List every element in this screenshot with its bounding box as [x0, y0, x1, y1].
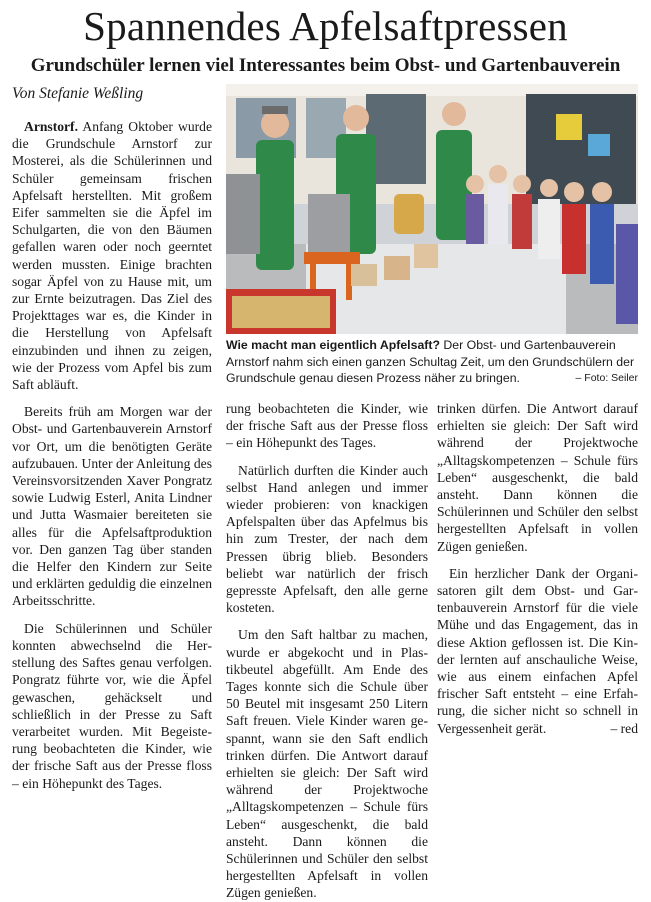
article-column-2: [226, 400, 428, 901]
paragraph-1-text: Anfang Oktober wurde die Grundschule Arnstorf zur Mosterei, als die Schülerinnen und Schüler gemeinsam frischen Apfelsaft herstellten. Mit großem Eifer sammelten sie die Äpfel im Schulgarten, die von den Bäumen gefallen waren oder noch geerntet werden mussten. Einige brachten sogar Äpfel von zu Hause mit, um zur Ernte beizutragen. Das Ziel des Projekttages war es, die Kinder in die Herstellung von Apfelsaft einzubinden und ihnen zu zeigen, wie der Prozess vom Apfel bis zum Saft abläuft.: [12, 119, 212, 393]
article-photo: [226, 84, 638, 334]
article-column-3: [437, 400, 638, 737]
paragraph-5-continued: trinken dürfen. Die Antwort darauf erhielten sie gleich: Der Saft wird während der Projektwoche „Alltagskompetenzen – Schule fürs Leben“ ausgeschenkt, die bald ansteht. Dann können die Schülerinnen und Schüler den selbst hergestellten Apfelsaft in vollen Zügen genießen.: [437, 401, 638, 554]
headline: Spannendes Apfelsaftpressen: [83, 3, 568, 49]
subheadline: Grundschüler lernen viel Interessantes beim Obst- und Gartenbauverein: [30, 55, 621, 76]
paragraph-3-continued: rung beobachteten die Kinder, wie der frische Saft aus der Presse floss – ein Höhepunkt des Tages.: [226, 401, 428, 451]
caption-text: Der Obst- und Gartenbauverein Arnstorf nahm sich einen ganzen Schultag Zeit, um den Grundschülern der Grundschule genau diesen Prozess näher zu bringen.: [226, 338, 635, 385]
caption-title: Wie macht man eigentlich Apfelsaft?: [226, 338, 440, 352]
article-column-1: [12, 118, 212, 791]
photo-credit: – Foto: Seiler: [575, 372, 638, 384]
paragraph-3: Die Schülerinnen und Schüler konnten abwechselnd die Herstellung des Saftes genau verfolgen. Pongratz führte vor, wie die Äpfel gewaschen, gehäckselt und schließlich in der Presse zu Saft verarbeitet wurden. Mit Begeisterung beobachteten die Kinder, wie der frische Saft aus der Presse floss – ein Höhepunkt des Tages.: [12, 620, 212, 791]
paragraph-1: [12, 118, 212, 393]
paragraph-6: [437, 565, 638, 737]
paragraph-4: Natürlich durften die Kinder auch selbst Hand anlegen und immer wieder probieren: von knackigen Apfelspalten über das Apfelmus bis hin zum Trester, der nach dem Pressen übrig blieb. Besonders beliebt war natürlich der frisch gepresste Apfelsaft, den alle gerne kosteten.: [226, 462, 428, 616]
signature: – red: [610, 720, 638, 736]
photo-caption: [226, 337, 638, 387]
paragraph-6-text: Ein herzlicher Dank der Organisatoren gilt dem Obst- und Gartenbauverein Arnstorf für die viele Mühe und das Engagement, das in diese Aktion geflossen ist. Die Kinder lernten auf anschauliche Weise, wie aus einem einfachen Apfel frischer Saft entsteht – eine Erfahrung, die sicher nicht so schnell in Vergessenheit gerät.: [437, 565, 638, 736]
byline: Von Stefanie Weßling: [12, 85, 144, 102]
dateline: Arnstorf.: [24, 119, 78, 134]
photo-illustration: [226, 84, 638, 334]
paragraph-2: Bereits früh am Morgen war der Obst- und Gartenbauverein Arnstorf vor Ort, um die benötigten Geräte aufzubauen. Unter der Anleitung des Vereinsvorsitzenden Xaver Pongratz sowie Ludwig Esterl, Anita Lindner und Jutta Wasmaier bereiteten sie alles für die Apfelsaftproduktion vor. Den ganzen Tag über standen die Helfer den Kindern zur Seite und erklärten geduldig die einzelnen Arbeitsschritte.: [12, 404, 212, 609]
paragraph-5: Um den Saft haltbar zu machen, wurde er abgekocht und in Plastikbeutel abgefüllt. Am Ende des Tages konnte sich die Schule über 50 Beutel mit insgesamt 250 Litern Saft freuen. Viele Kinder waren gespannt, wann sie den Saft endlich trinken dürfen. Die Antwort darauf erhielten sie gleich: Der Saft wird während der Projektwoche „Alltagskompetenzen – Schule fürs Leben“ ausgeschenkt, die bald ansteht. Dann können die Schülerinnen und Schüler den selbst hergestellten Apfelsaft in vollen Zügen genießen.: [226, 627, 428, 901]
